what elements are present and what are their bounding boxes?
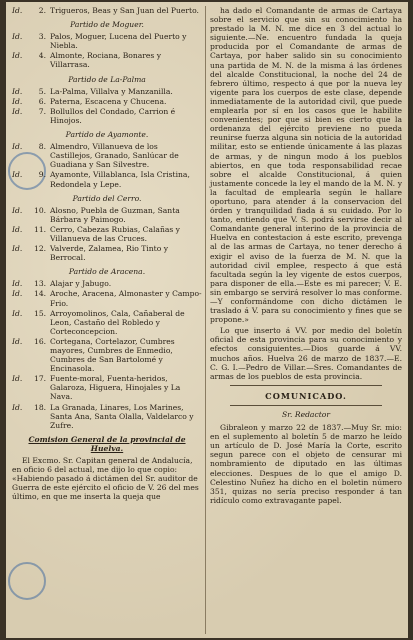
entry-number: 15. [34,308,47,318]
commission-title: Comision General de la provincial de Huelva. [28,434,186,453]
commission-paragraph: El Excmo. Sr. Capitan general de Andalucía, en oficio 6 del actual, me dijo lo que copio: «Habiendo pasado á dictámen del Sr. auditor de Guerra de este ejército el oficio de V. 26 del mes último, en que me inserta la queja que [12,456,199,502]
entry-id: Id. [12,402,23,412]
entry-number: 3. [38,32,46,42]
district-entry [12,51,202,69]
entry-id: Id. [12,205,23,215]
entry-number: 11. [34,224,47,234]
entry-number: 5. [38,86,46,96]
entry-number: 10. [34,205,47,215]
entry-id: Id. [12,279,23,289]
letter-paragraph: Gibraleon y marzo 22 de 1837.—Muy Sr. mio: en el suplemento al boletín 5 de marzo he leído un artículo de D. José María la Corte, escrito segun parece con el objeto de censurar mi nombramiento de diputado en las últimas elecciones. Despues de lo que el amigo D. Celestino Nuñez ha dicho en el boletin número 351, quizas no sería preciso responder á tan ridículo como extravagante papel. [210,423,402,505]
entry-id: Id. [12,244,23,254]
district-entry [12,142,202,169]
district-entry [12,309,202,336]
entry-id: Id. [12,96,23,106]
district-entry [12,170,202,188]
entry-id: Id. [12,170,23,180]
entry-text: Almonte, Rociana, Bonares y Villarrasa. [50,51,161,70]
entry-number: 16. [34,336,47,346]
entry-text: Bollullos del Condado, Carrion é Hinojos. [50,106,176,125]
entry-text: Arroyomolinos, Cala, Cañaberal de Leon, Castaño del Robledo y Corteconcepcion. [50,308,185,336]
district-entry [12,244,202,262]
entry-number: 2. [38,6,46,15]
library-stamp [8,562,46,600]
district-entry [12,206,202,224]
left-column [12,6,202,504]
entry-text: Fuente-moral, Fuenta-heridos, Galaroza, Higuera, Hinojales y La Nava. [50,374,181,402]
district-entry [12,337,202,373]
entry-text: Cortegana, Cortelazor, Cumbres mayores, Cumbres de Enmedio, Cumbres de San Bartolomé y Encinasola. [50,336,175,374]
district-entry [12,279,202,288]
column-divider [205,6,206,634]
entry-id: Id. [12,374,23,384]
entry-id: Id. [12,224,23,234]
entry-text: Alosno, Puebla de Guzman, Santa Bárbara y Paimogo. [50,205,180,224]
district-entry [12,374,202,401]
comunicado-heading: COMUNICADO. [265,390,347,401]
district-entry [12,87,202,96]
entry-id: Id. [12,142,23,152]
entry-id: Id. [12,51,23,61]
district-entry [12,289,202,307]
right-column [210,6,402,507]
section-rule [230,405,382,406]
partido-title: Partido de La-Palma [68,74,146,84]
entry-id: Id. [12,336,23,346]
entry-number: 7. [38,106,46,116]
entry-text: Palos, Moguer, Lucena del Puerto y Niebla. [50,32,187,51]
entry-id: Id. [12,289,23,299]
entry-number: 8. [38,142,46,152]
entry-text: Ayamonte, Villablanca, Isla Cristina, Redondela y Lepe. [50,170,190,189]
entry-number: 4. [38,51,46,61]
entry-text: Paterna, Escacena y Chucena. [50,96,167,106]
entry-id: Id. [12,308,23,318]
entry-text: Aroche, Aracena, Almonaster y Campo-Frio. [50,289,202,308]
entry-id: Id. [12,86,23,96]
entry-number: 14. [34,289,47,299]
entry-id: Id. [12,6,23,15]
entry-number: 9. [38,170,46,180]
entry-text: Alajar y Jabugo. [50,279,112,289]
entry-number: 6. [38,96,46,106]
partido-title: Partido del Cerro. [72,193,142,203]
document-page [6,2,408,638]
district-entry [12,97,202,106]
entry-id: Id. [12,32,23,42]
body-paragraph: ha dado el Comandante de armas de Cartaya sobre el servicio que sin su conocimiento ha prestado la M. N. me dice en 3 del actual lo siguiente.—Ne. encuentro fundada la queja producida por el Comandante de armas de Cartaya, por haber salido sin su conocimiento una partida de M. N. de la misma á las órdenes del alcalde Constitucional, la noche del 24 de febrero último, respecto á que por la nueva ley vigente para los cuerpos de este clase, depende inmediatamente de la autoridad civil, que puede emplearla por sí en los casos que le habilite convenientes; por que si bien es cierto que la ordenanza del ejército previene no pueda reunirse fuerza alguna sin noticia de la autoridad militar, esto se entiende únicamente á las plazas de armas, y de ningun modo á los pueblos abiertos, en que toda responsabilidad recae sobre el alcalde Constitucional, á quien justamente concede la ley el mando de la M. N. y la facultad de emplearla según le hallare oportuno, para atender á la conservacion del órden y tranquilidad fiada á su cuidado. Por lo tanto, entiendo que V. S. podrá servirse decir al Comandante general interino de la provincia de Huelva en contestacion á este escrito, prevenga al de las armas de Cartaya, no tener derecho á exigir el aviso de la fuerza de M. N. que la autoridad civil emplee, respecto á que está facultada según la ley vigente de estos cuerpos, para disponer de ella.—Este es mi parecer; V. E. sin embargo se servirá resolver lo mas conforme.—Y conformándome con dicho dictámen le traslado á V. para su conocimiento y fines que se propone.» [210,6,402,325]
partido-title: Partido de Aracena. [68,267,146,277]
entry-text: Cerro, Cabezas Rubias, Calañas y Villanueva de las Cruces. [50,224,180,243]
entry-text: Almendro, Villanueva de los Castillejos, Granado, Sanlúcar de Guadiana y San Silvestre. [50,142,179,170]
district-entry [12,6,202,15]
entry-text: Valverde, Zalamea, Rio Tinto y Berrocal. [50,244,168,263]
entry-number: 18. [34,402,47,412]
entry-number: 12. [34,244,47,254]
entry-number: 17. [34,374,47,384]
body-paragraph: Lo que inserto á VV. por medio del boletín oficial de esta provincia para su conocimiento y efectos consiguientes.—Dios guarde á VV. muchos años. Huelva 26 de marzo de 1837.—E. C. G. I.—Pedro de Villar.—Sres. Comandantes de armas de los pueblos de esta provincia. [210,326,402,381]
district-entry [12,107,202,125]
entry-text: La Granada, Linares, Los Marines, Santa Ana, Santa Olalla, Valdelarco y Zufre. [50,402,194,430]
district-entry [12,32,202,50]
section-rule [230,385,382,386]
partido-title: Partido de Ayamonte. [65,130,149,140]
salutation: Sr. Redactor [282,409,330,419]
entry-id: Id. [12,106,23,116]
district-entry [12,225,202,243]
district-entry [12,403,202,430]
entry-text: La-Palma, Villalva y Manzanilla. [50,86,173,96]
right-paragraphs [210,6,402,381]
entry-text: Trigueros, Beas y San Juan del Puerto. [50,6,199,15]
entry-number: 13. [34,279,47,289]
partido-title: Partido de Moguer. [70,20,144,30]
